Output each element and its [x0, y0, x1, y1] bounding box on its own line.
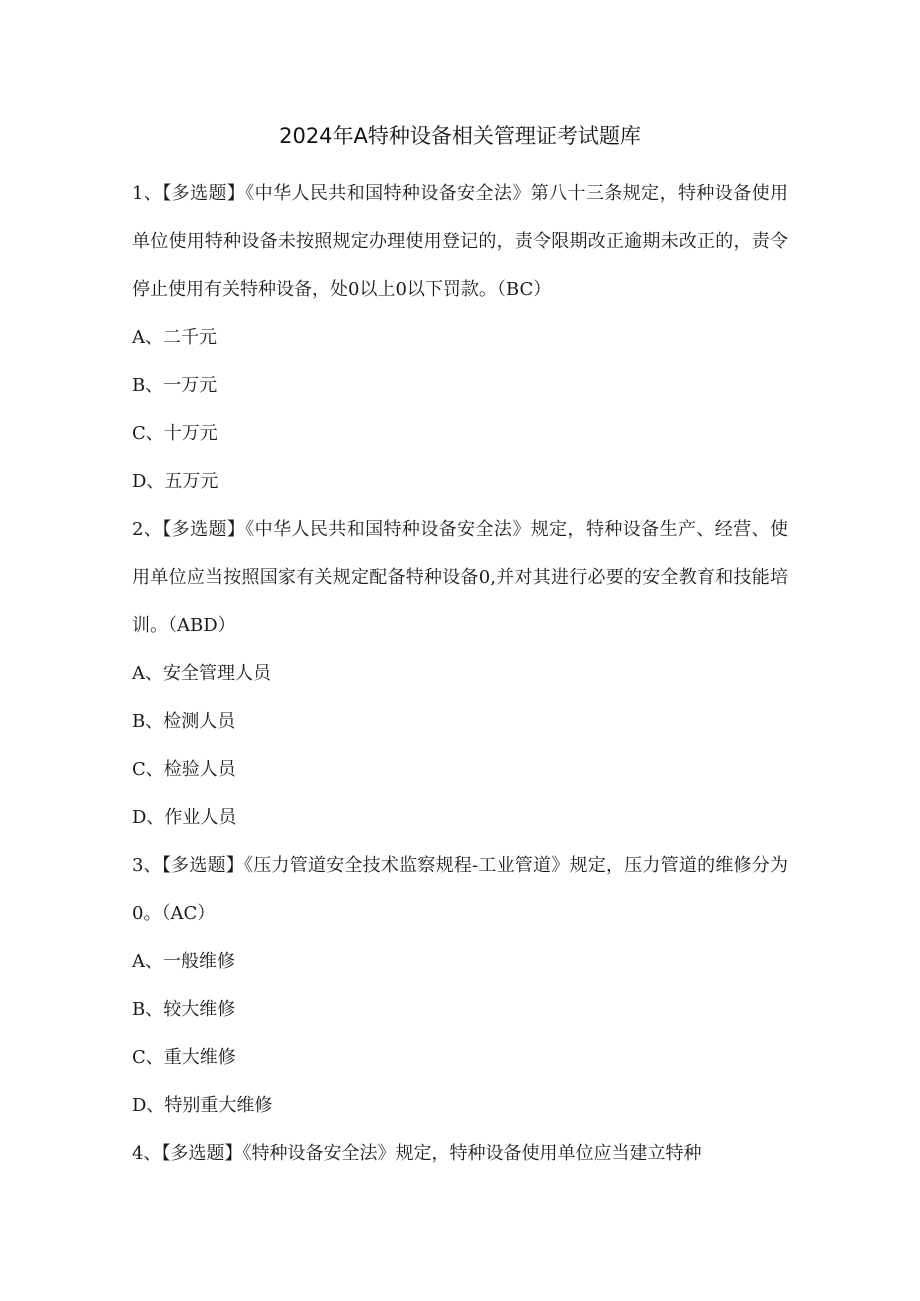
document-title: 2024年A特种设备相关管理证考试题库 [279, 124, 641, 148]
option-a: A、一般维修 [132, 951, 235, 972]
question-text: 2、【多选题】《中华人民共和国特种设备安全法》规定，特种设备生产、经营、使用单位应当按照国家有关规定配备特种设备0,并对其进行必要的安全教育和技能培训。（ABD） [132, 519, 788, 636]
option-c: C、重大维修 [132, 1047, 236, 1068]
option-b: B、较大维修 [132, 999, 236, 1020]
option-c: C、检验人员 [132, 759, 236, 780]
question-text: 4、【多选题】《特种设备安全法》规定，特种设备使用单位应当建立特种 [132, 1143, 702, 1164]
option-a: A、二千元 [132, 327, 217, 348]
option-d: D、五万元 [132, 471, 219, 492]
question-1 [132, 170, 788, 506]
option-a: A、安全管理人员 [132, 663, 271, 684]
question-list [132, 170, 788, 1178]
question-2 [132, 506, 788, 842]
question-text: 1、【多选题】《中华人民共和国特种设备安全法》第八十三条规定，特种设备使用单位使用特种设备未按照规定办理使用登记的，责令限期改正逾期未改正的，责令停止使用有关特种设备，处0以上0以下罚款。（BC） [132, 183, 788, 300]
option-d: D、作业人员 [132, 807, 237, 828]
option-d: D、特别重大维修 [132, 1095, 273, 1116]
question-4 [132, 1130, 788, 1178]
option-c: C、十万元 [132, 423, 218, 444]
question-text: 3、【多选题】《压力管道安全技术监察规程-工业管道》规定，压力管道的维修分为0。（AC） [132, 855, 788, 924]
question-3 [132, 842, 788, 1130]
option-b: B、一万元 [132, 375, 218, 396]
option-b: B、检测人员 [132, 711, 236, 732]
